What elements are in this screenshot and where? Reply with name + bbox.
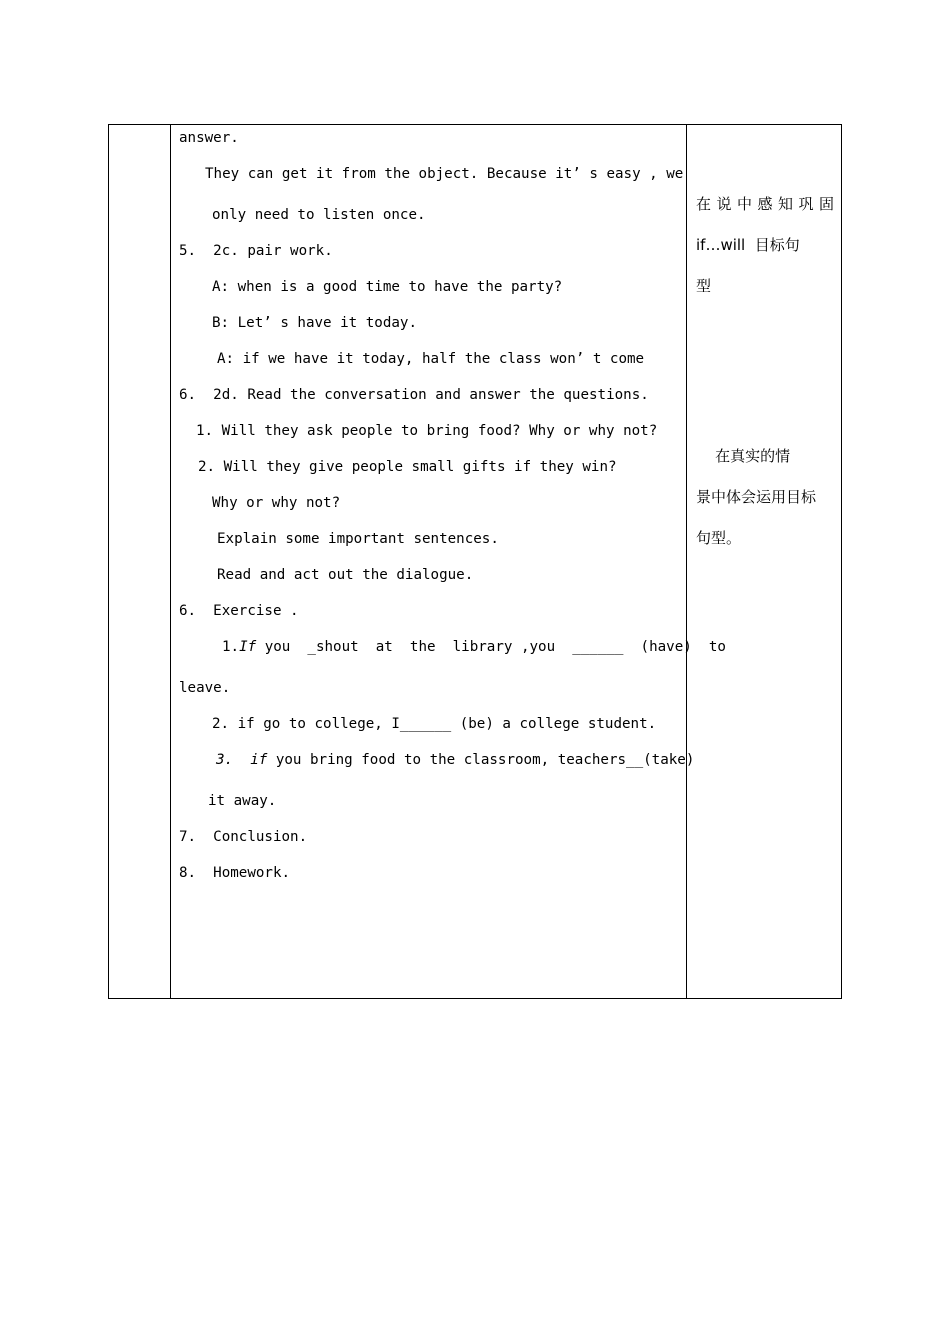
note-text: if…will 目标句 bbox=[696, 236, 800, 254]
question-line: 2. Will they give people small gifts if they win? bbox=[198, 459, 617, 475]
note-text: 在真实的情 bbox=[696, 447, 791, 465]
exercise-text: you bring food to the classroom, teachers__(take) bbox=[267, 752, 695, 768]
dialogue-line: B: Let’ s have it today. bbox=[212, 315, 417, 331]
note-text: 景中体会运用目标 bbox=[696, 488, 817, 506]
text-line: leave. bbox=[179, 680, 231, 696]
note-text: 型 bbox=[696, 277, 712, 295]
column-divider-right bbox=[686, 125, 687, 998]
dialogue-line: A: if we have it today, half the class won’ t come bbox=[217, 351, 645, 367]
exercise-line bbox=[222, 637, 726, 657]
text-line: answer. bbox=[179, 130, 239, 146]
text-line: They can get it from the object. Because it’ s easy , we bbox=[205, 166, 684, 182]
step-heading: 8. Homework. bbox=[179, 865, 291, 881]
text-line: it away. bbox=[208, 793, 277, 809]
exercise-text: you _shout at the library ,you ______ (have) to bbox=[256, 639, 726, 655]
exercise-number: 1. bbox=[222, 639, 240, 655]
exercise-keyword: if bbox=[250, 752, 268, 768]
note-text: 句型。 bbox=[696, 529, 742, 547]
exercise-line: 2. if go to college, I______ (be) a college student. bbox=[212, 716, 657, 732]
exercise-line bbox=[216, 750, 694, 770]
text-line: only need to listen once. bbox=[212, 207, 426, 223]
step-heading: 6. 2d. Read the conversation and answer the questions. bbox=[179, 387, 649, 403]
step-heading: 7. Conclusion. bbox=[179, 829, 308, 845]
step-heading: 6. Exercise . bbox=[179, 603, 299, 619]
text-line: Read and act out the dialogue. bbox=[217, 567, 474, 583]
dialogue-line: A: when is a good time to have the party? bbox=[212, 279, 563, 295]
question-line: 1. Will they ask people to bring food? Why or why not? bbox=[196, 423, 658, 439]
note-text: 在说中感知巩固 bbox=[696, 195, 834, 213]
question-line: Why or why not? bbox=[212, 495, 341, 511]
column-divider-left bbox=[170, 125, 171, 998]
text-line: Explain some important sentences. bbox=[217, 531, 499, 547]
exercise-keyword: If bbox=[239, 639, 257, 655]
step-heading: 5. 2c. pair work. bbox=[179, 243, 333, 259]
exercise-number: 3. bbox=[216, 752, 234, 768]
